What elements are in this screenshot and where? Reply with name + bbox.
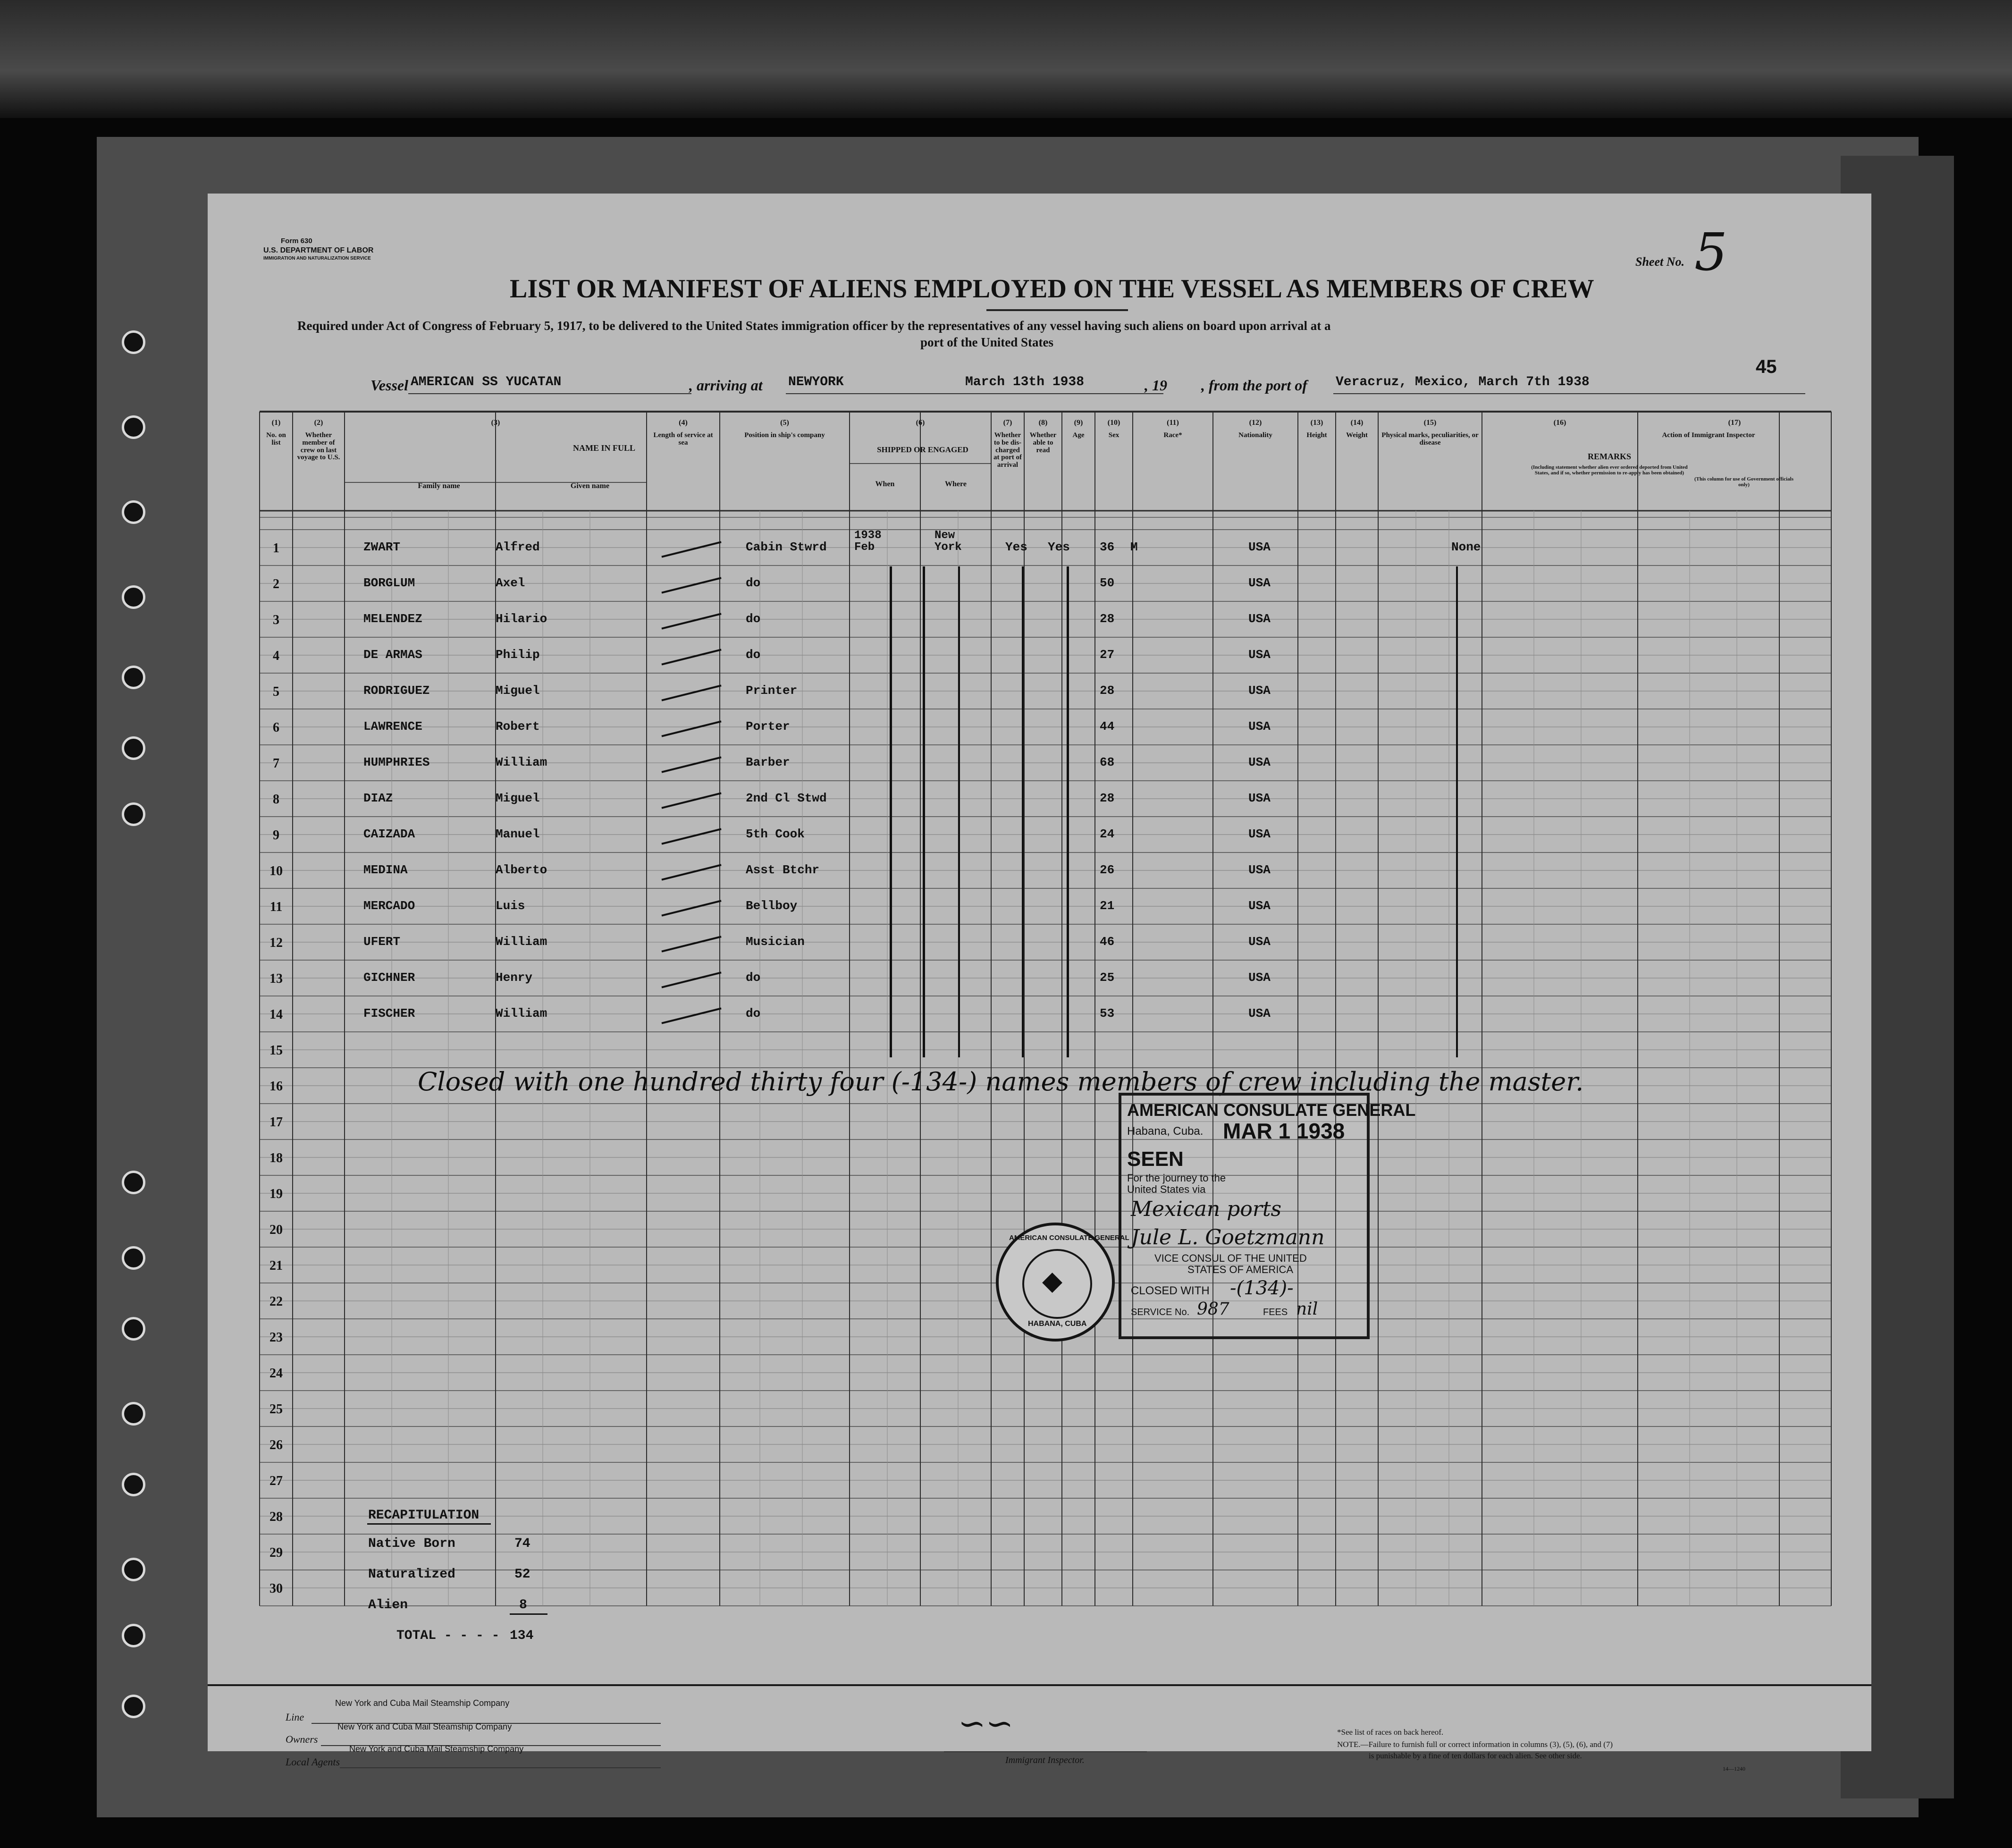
- column-number: (2): [314, 419, 323, 427]
- crew-physical-marks: None: [1451, 540, 1481, 554]
- crew-family-name: GICHNER: [363, 970, 415, 985]
- vessel-label: Vessel: [370, 377, 408, 394]
- from-underline: [1333, 393, 1805, 394]
- binder-hole: [122, 500, 145, 524]
- row-number: 3: [273, 613, 279, 627]
- consulate-seal: [996, 1223, 1129, 1342]
- row-number: 9: [273, 828, 279, 843]
- binder-hole: [122, 736, 145, 760]
- crew-able-to-read: Yes: [1048, 540, 1070, 554]
- row-number: 26: [269, 1438, 283, 1452]
- sheet-label: Sheet No.: [1635, 255, 1684, 269]
- crew-family-name: CAIZADA: [363, 827, 415, 841]
- row-number: 12: [269, 936, 283, 950]
- print-code: 14—1240: [1723, 1765, 1745, 1772]
- crew-family-name: MELENDEZ: [363, 612, 422, 626]
- crew-position: Barber: [746, 755, 790, 769]
- scan-top-shadow: [0, 0, 2012, 118]
- binder-hole: [122, 1317, 145, 1341]
- row-number: 8: [273, 792, 279, 807]
- crew-nationality: USA: [1248, 540, 1271, 554]
- crew-family-name: FISCHER: [363, 1006, 415, 1021]
- crew-nationality: USA: [1248, 648, 1271, 662]
- crew-family-name: DE ARMAS: [363, 648, 422, 662]
- footer-agents-value: New York and Cuba Mail Steamship Company: [349, 1744, 524, 1754]
- crew-family-name: LAWRENCE: [363, 719, 422, 734]
- recap-naturalized-value: 52: [514, 1567, 530, 1582]
- stamp-fees-value: nil: [1296, 1300, 1318, 1319]
- crew-nationality: USA: [1248, 755, 1271, 769]
- column-header: Nationality: [1238, 431, 1272, 439]
- crew-nationality: USA: [1248, 684, 1271, 698]
- row-number: 24: [269, 1366, 283, 1381]
- column-header: Whether to be dis-charged at port of arrival: [993, 431, 1022, 469]
- row-number: 29: [269, 1545, 283, 1560]
- table-grid: [260, 412, 1831, 1681]
- row-number: 4: [273, 649, 279, 663]
- page-title: LIST OR MANIFEST OF ALIENS EMPLOYED ON THE VESSEL AS MEMBERS OF CREW: [510, 274, 1594, 304]
- shipped-engaged-header: SHIPPED OR ENGAGED: [877, 445, 968, 454]
- crew-age: 26: [1100, 863, 1115, 877]
- inspector-label: Immigrant Inspector.: [1005, 1755, 1085, 1765]
- crew-position: Musician: [746, 935, 805, 949]
- crew-nationality: USA: [1248, 719, 1271, 734]
- column-number: (14): [1350, 419, 1364, 427]
- column-number: (17): [1728, 419, 1741, 427]
- column-header: Whether able to read: [1029, 431, 1057, 454]
- binder-hole: [122, 1558, 145, 1581]
- column-number: (11): [1167, 419, 1179, 427]
- crew-position: do: [746, 1006, 761, 1021]
- column-number: (7): [1003, 419, 1012, 427]
- crew-age: 53: [1100, 1006, 1115, 1021]
- footer-owners-value: New York and Cuba Mail Steamship Company: [337, 1722, 512, 1731]
- recap-total-value: 134: [510, 1629, 534, 1643]
- column-number: (16): [1553, 419, 1566, 427]
- row-number: 1: [273, 541, 279, 556]
- page-number: 45: [1756, 356, 1777, 377]
- stamp-closed-label: CLOSED WITH: [1131, 1284, 1210, 1297]
- binder-hole: [122, 1246, 145, 1270]
- arriving-underline: [786, 393, 1163, 394]
- row-number: 13: [269, 971, 283, 986]
- crew-family-name: RODRIGUEZ: [363, 684, 430, 698]
- stamp-service-label: SERVICE No.: [1131, 1307, 1190, 1317]
- binder-hole: [122, 666, 145, 689]
- crew-family-name: DIAZ: [363, 791, 393, 805]
- crew-nationality: USA: [1248, 576, 1271, 590]
- arriving-label: , arriving at: [689, 377, 763, 394]
- footer-agents-underline: [340, 1767, 661, 1768]
- crew-family-name: HUMPHRIES: [363, 755, 430, 769]
- recap-title: RECAPITULATION: [368, 1508, 480, 1523]
- footer-line-value: New York and Cuba Mail Steamship Company: [335, 1698, 510, 1708]
- crew-given-name: Luis: [496, 899, 525, 913]
- binder-hole: [122, 802, 145, 826]
- stamp-signature: Jule L. Goetzmann: [1131, 1225, 1325, 1249]
- column-number: (5): [780, 419, 789, 427]
- crew-given-name: Alfred: [496, 540, 540, 554]
- when-header: When: [875, 480, 895, 488]
- crew-given-name: William: [496, 1006, 547, 1021]
- crew-age: 25: [1100, 970, 1115, 985]
- given-name-header: Given name: [570, 482, 610, 490]
- crew-nationality: USA: [1248, 791, 1271, 805]
- stamp-title-line2: STATES OF AMERICA: [1187, 1264, 1294, 1275]
- footer-rule: [208, 1684, 1871, 1686]
- crew-nationality: USA: [1248, 863, 1271, 877]
- binder-hole: [122, 1402, 145, 1426]
- crew-nationality: USA: [1248, 612, 1271, 626]
- crew-age: 50: [1100, 576, 1115, 590]
- arrival-date: March 13th 1938: [965, 375, 1085, 389]
- inspector-signature: ∽∽: [958, 1704, 1014, 1743]
- ditto-stroke: [923, 566, 925, 1057]
- column-number: (10): [1107, 419, 1120, 427]
- department: U.S. DEPARTMENT OF LABOR: [263, 246, 374, 254]
- crew-given-name: Henry: [496, 970, 533, 985]
- binder-hole: [122, 415, 145, 439]
- ditto-stroke: [1067, 566, 1069, 1057]
- crew-nationality: USA: [1248, 899, 1271, 913]
- recap-alien-value: 8: [519, 1598, 527, 1612]
- where-header: Where: [945, 480, 967, 488]
- row-number: 19: [269, 1187, 283, 1201]
- crew-age: 27: [1100, 648, 1115, 662]
- stamp-journey-line1: For the journey to the: [1127, 1172, 1226, 1184]
- stamp-via: Mexican ports: [1131, 1197, 1282, 1221]
- consulate-stamp: [1119, 1093, 1416, 1339]
- inspector-note: (This column for use of Government officials only): [1694, 476, 1793, 488]
- binder-hole: [122, 1473, 145, 1496]
- manifest-sheet: [208, 194, 1871, 1772]
- crew-given-name: Philip: [496, 648, 540, 662]
- recap-total-rule: [510, 1613, 547, 1615]
- crew-given-name: Hilario: [496, 612, 547, 626]
- closing-note: Closed with one hundred thirty four (-134-) names members of crew including the master.: [418, 1067, 1584, 1097]
- name-in-full-header: NAME IN FULL: [572, 443, 635, 453]
- column-header: Position in ship's company: [744, 431, 825, 439]
- row-number: 18: [269, 1151, 283, 1165]
- footer-note-line1: NOTE.—Failure to furnish full or correct information in columns (3), (5), (6), and (7): [1337, 1740, 1613, 1749]
- from-port: Veracruz, Mexico, March 7th 1938: [1336, 375, 1590, 389]
- remarks-header: REMARKS: [1587, 452, 1631, 461]
- inspector-underline: [944, 1751, 1147, 1752]
- stamp-service-value: 987: [1197, 1300, 1229, 1319]
- column-number: (1): [271, 419, 281, 427]
- row-number: 27: [269, 1474, 283, 1488]
- column-number: (9): [1074, 419, 1083, 427]
- recap-underline: [367, 1523, 491, 1525]
- row-number: 30: [269, 1581, 283, 1596]
- stamp-journey-line2: United States via: [1127, 1183, 1206, 1195]
- ditto-stroke: [1022, 566, 1024, 1057]
- recap-naturalized-label: Naturalized: [368, 1567, 455, 1582]
- crew-nationality: USA: [1248, 827, 1271, 841]
- stamp-title-line1: VICE CONSUL OF THE UNITED: [1154, 1252, 1307, 1264]
- ditto-stroke: [958, 566, 960, 1057]
- row-number: 14: [269, 1007, 283, 1022]
- crew-given-name: William: [496, 755, 547, 769]
- crew-family-name: UFERT: [363, 935, 401, 949]
- crew-family-name: MERCADO: [363, 899, 415, 913]
- crew-given-name: Alberto: [496, 863, 547, 877]
- eagle-icon: ◆: [1042, 1266, 1063, 1296]
- row-number: 21: [269, 1258, 283, 1273]
- row-number: 16: [269, 1079, 283, 1094]
- column-header: Weight: [1346, 431, 1368, 439]
- seal-bottom-text: HABANA, CUBA: [1028, 1320, 1087, 1328]
- column-header: Whether member of crew on last voyage to U.S.: [297, 431, 340, 462]
- column-header: Race*: [1163, 431, 1182, 439]
- crew-family-name: MEDINA: [363, 863, 408, 877]
- row-number: 20: [269, 1223, 283, 1237]
- crew-nationality: USA: [1248, 935, 1271, 949]
- binder-hole: [122, 585, 145, 609]
- vessel-underline: [408, 393, 691, 394]
- stamp-closed-value: -(134)-: [1230, 1277, 1294, 1299]
- column-header: Sex: [1108, 431, 1120, 439]
- footer-note-line2: is punishable by a fine of ten dollars for each alien. See other side.: [1369, 1751, 1582, 1760]
- crew-given-name: Miguel: [496, 791, 540, 805]
- column-header: No. on list: [266, 431, 286, 447]
- crew-family-name: BORGLUM: [363, 576, 415, 590]
- stamp-seen: SEEN: [1127, 1148, 1184, 1171]
- recap-native-label: Native Born: [368, 1536, 455, 1551]
- seal-outer-text: AMERICAN CONSULATE GENERAL: [1009, 1234, 1129, 1242]
- crew-age: 36: [1100, 540, 1115, 554]
- subtitle-line2: port of the United States: [920, 335, 1053, 349]
- row-number: 5: [273, 684, 279, 699]
- column-header: Age: [1072, 431, 1085, 439]
- family-name-header: Family name: [418, 482, 460, 490]
- crew-age: 46: [1100, 935, 1115, 949]
- ditto-stroke: [1456, 566, 1458, 1057]
- remarks-note: (Including statement whether alien ever ordered deported from United States, and if so, whether permission to re-apply has been obtained): [1531, 464, 1688, 476]
- crew-position: Asst Btchr: [746, 863, 820, 877]
- crew-given-name: Miguel: [496, 684, 540, 698]
- crew-age: 28: [1100, 791, 1115, 805]
- column-header: Height: [1306, 431, 1327, 439]
- recap-total-label: TOTAL - - - -: [396, 1629, 500, 1643]
- ditto-stroke: [890, 566, 892, 1057]
- year-label: , 19: [1145, 377, 1167, 394]
- row-number: 15: [269, 1043, 283, 1058]
- column-number: (3): [491, 419, 500, 427]
- binder-hole: [122, 330, 145, 354]
- footer-owners-label: Owners: [286, 1733, 318, 1745]
- row-number: 11: [269, 900, 283, 914]
- crew-position: do: [746, 576, 761, 590]
- footer-agents-label: Local Agents: [286, 1756, 340, 1768]
- stamp-fees-label: FEES: [1263, 1307, 1288, 1317]
- crew-sex: M: [1130, 540, 1138, 554]
- crew-age: 21: [1100, 899, 1115, 913]
- crew-given-name: Robert: [496, 719, 540, 734]
- stamp-date: MAR 1 1938: [1223, 1119, 1345, 1143]
- crew-given-name: Axel: [496, 576, 525, 590]
- crew-position: Printer: [746, 684, 798, 698]
- footer-line-label: Line: [286, 1711, 304, 1723]
- column-header: Length of service at sea: [653, 431, 713, 447]
- crew-age: 24: [1100, 827, 1115, 841]
- stamp-city: Habana, Cuba.: [1127, 1125, 1204, 1138]
- binder-hole: [122, 1695, 145, 1718]
- column-header: Physical marks, peculiarities, or disease: [1381, 431, 1479, 447]
- row-number: 17: [269, 1115, 283, 1130]
- crew-position: do: [746, 970, 761, 985]
- binder-hole: [122, 1624, 145, 1647]
- vessel-name: AMERICAN SS YUCATAN: [411, 375, 562, 389]
- crew-age: 28: [1100, 612, 1115, 626]
- row-number: 23: [269, 1330, 283, 1345]
- title-rule: [986, 309, 1128, 311]
- crew-given-name: William: [496, 935, 547, 949]
- crew-position: Cabin Stwrd: [746, 540, 827, 554]
- row-number: 2: [273, 577, 279, 591]
- crew-given-name: Manuel: [496, 827, 540, 841]
- column-number: (8): [1038, 419, 1048, 427]
- crew-table: [260, 412, 1831, 1681]
- recap-native-value: 74: [514, 1536, 530, 1551]
- footer-races-note: *See list of races on back hereof.: [1337, 1728, 1444, 1737]
- crew-position: do: [746, 612, 761, 626]
- crew-age: 68: [1100, 755, 1115, 769]
- crew-position: Porter: [746, 719, 790, 734]
- from-label: , from the port of: [1201, 377, 1307, 394]
- column-number: (13): [1310, 419, 1323, 427]
- crew-shipped-where: New York: [934, 529, 962, 554]
- crew-nationality: USA: [1248, 1006, 1271, 1021]
- subtitle-line1: Required under Act of Congress of February 5, 1917, to be delivered to the United States immigration officer by the representatives of any vessel having such aliens on board upon arrival at a: [297, 319, 1331, 333]
- row-number: 28: [269, 1510, 283, 1524]
- crew-position: Bellboy: [746, 899, 798, 913]
- crew-position: 2nd Cl Stwd: [746, 791, 827, 805]
- row-number: 22: [269, 1294, 283, 1309]
- row-number: 25: [269, 1402, 283, 1417]
- row-number: 7: [273, 756, 279, 771]
- crew-discharged: Yes: [1005, 540, 1027, 554]
- binder-hole: [122, 1171, 145, 1194]
- crew-age: 44: [1100, 719, 1115, 734]
- crew-age: 28: [1100, 684, 1115, 698]
- crew-nationality: USA: [1248, 970, 1271, 985]
- crew-position: 5th Cook: [746, 827, 805, 841]
- crew-position: do: [746, 648, 761, 662]
- column-number: (4): [679, 419, 688, 427]
- column-header: Action of Immigrant Inspector: [1662, 431, 1755, 439]
- column-number: (6): [916, 419, 925, 427]
- row-number: 6: [273, 720, 279, 735]
- service: IMMIGRATION AND NATURALIZATION SERVICE: [263, 256, 371, 261]
- arriving-port: NEWYORK: [788, 375, 844, 389]
- column-number: (12): [1249, 419, 1262, 427]
- column-number: (15): [1423, 419, 1437, 427]
- row-number: 10: [269, 864, 283, 878]
- form-number: Form 630: [281, 237, 312, 245]
- sheet-number: 5: [1694, 222, 1727, 282]
- recap-alien-label: Alien: [368, 1598, 408, 1612]
- crew-family-name: ZWART: [363, 540, 401, 554]
- crew-shipped-when: 1938 Feb: [854, 529, 882, 554]
- stamp-consulate: AMERICAN CONSULATE GENERAL: [1127, 1100, 1416, 1120]
